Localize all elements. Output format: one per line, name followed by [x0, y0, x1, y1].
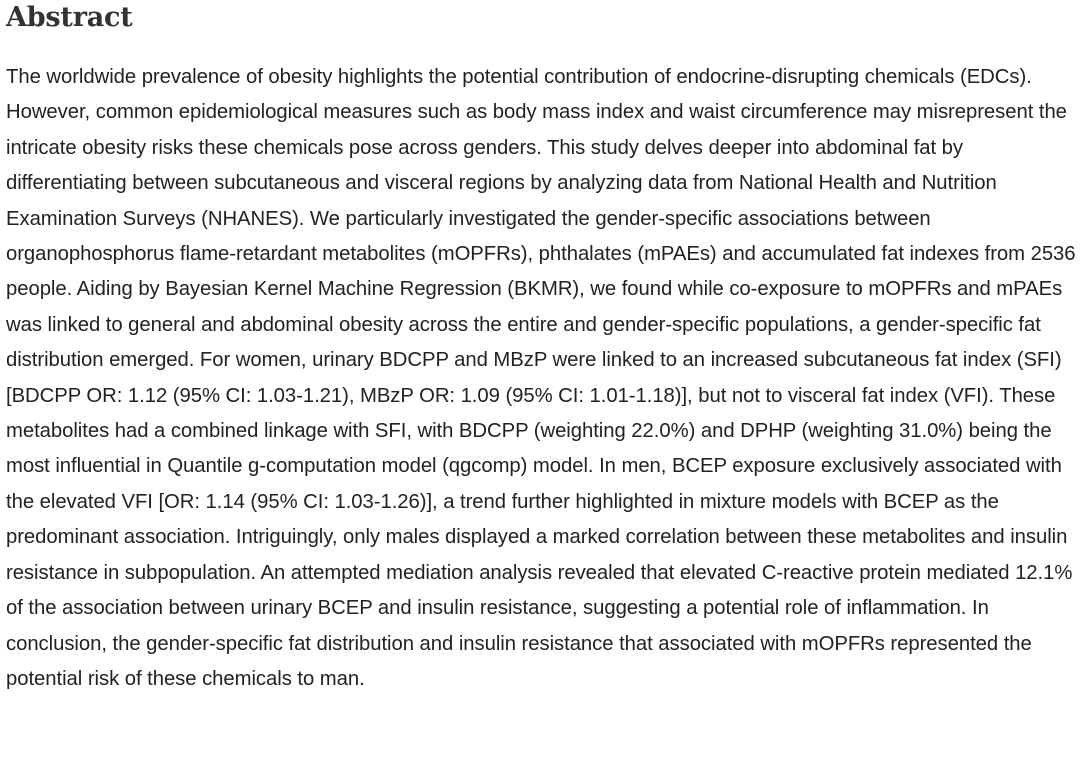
abstract-body-text: The worldwide prevalence of obesity highlights the potential contribution of endocrine-disrupting chemicals (EDCs). However, common epidemiological measures such as body mass index and waist circumference may misrepresent the intricate obesity risks these chemicals pose across genders. This study delves deeper into abdominal fat by differentiating between subcutaneous and visceral regions by analyzing data from National Health and Nutrition Examination Surveys (NHANES). We particularly investigated the gender-specific associations between organophosphorus flame-retardant metabolites (mOPFRs), phthalates (mPAEs) and accumulated fat indexes from 2536 people. Aiding by Bayesian Kernel Machine Regression (BKMR), we found while co-exposure to mOPFRs and mPAEs was linked to general and abdominal obesity across the entire and gender-specific populations, a gender-specific fat distribution emerged. For women, urinary BDCPP and MBzP were linked to an increased subcutaneous fat index (SFI) [BDCPP OR: 1.12 (95% CI: 1.03-1.21), MBzP OR: 1.09 (95% CI: 1.01-1.18)], but not to visceral fat index (VFI). These metabolites had a combined linkage with SFI, with BDCPP (weighting 22.0%) and DPHP (weighting 31.0%) being the most influential in Quantile g-computation model (qgcomp) model. In men, BCEP exposure exclusively associated with the elevated VFI [OR: 1.14 (95% CI: 1.03-1.26)], a trend further highlighted in mixture models with BCEP as the predominant association. Intriguingly, only males displayed a marked correlation between these metabolites and insulin resistance in subpopulation. An attempted mediation analysis revealed that elevated C-reactive protein mediated 12.1% of the association between urinary BCEP and insulin resistance, suggesting a potential role of inflammation. In conclusion, the gender-specific fat distribution and insulin resistance that associated with mOPFRs represented the potential risk of these chemicals to man. — [6, 66, 1076, 690]
abstract-section — [6, 0, 1076, 697]
abstract-heading: Abstract — [6, 2, 133, 33]
